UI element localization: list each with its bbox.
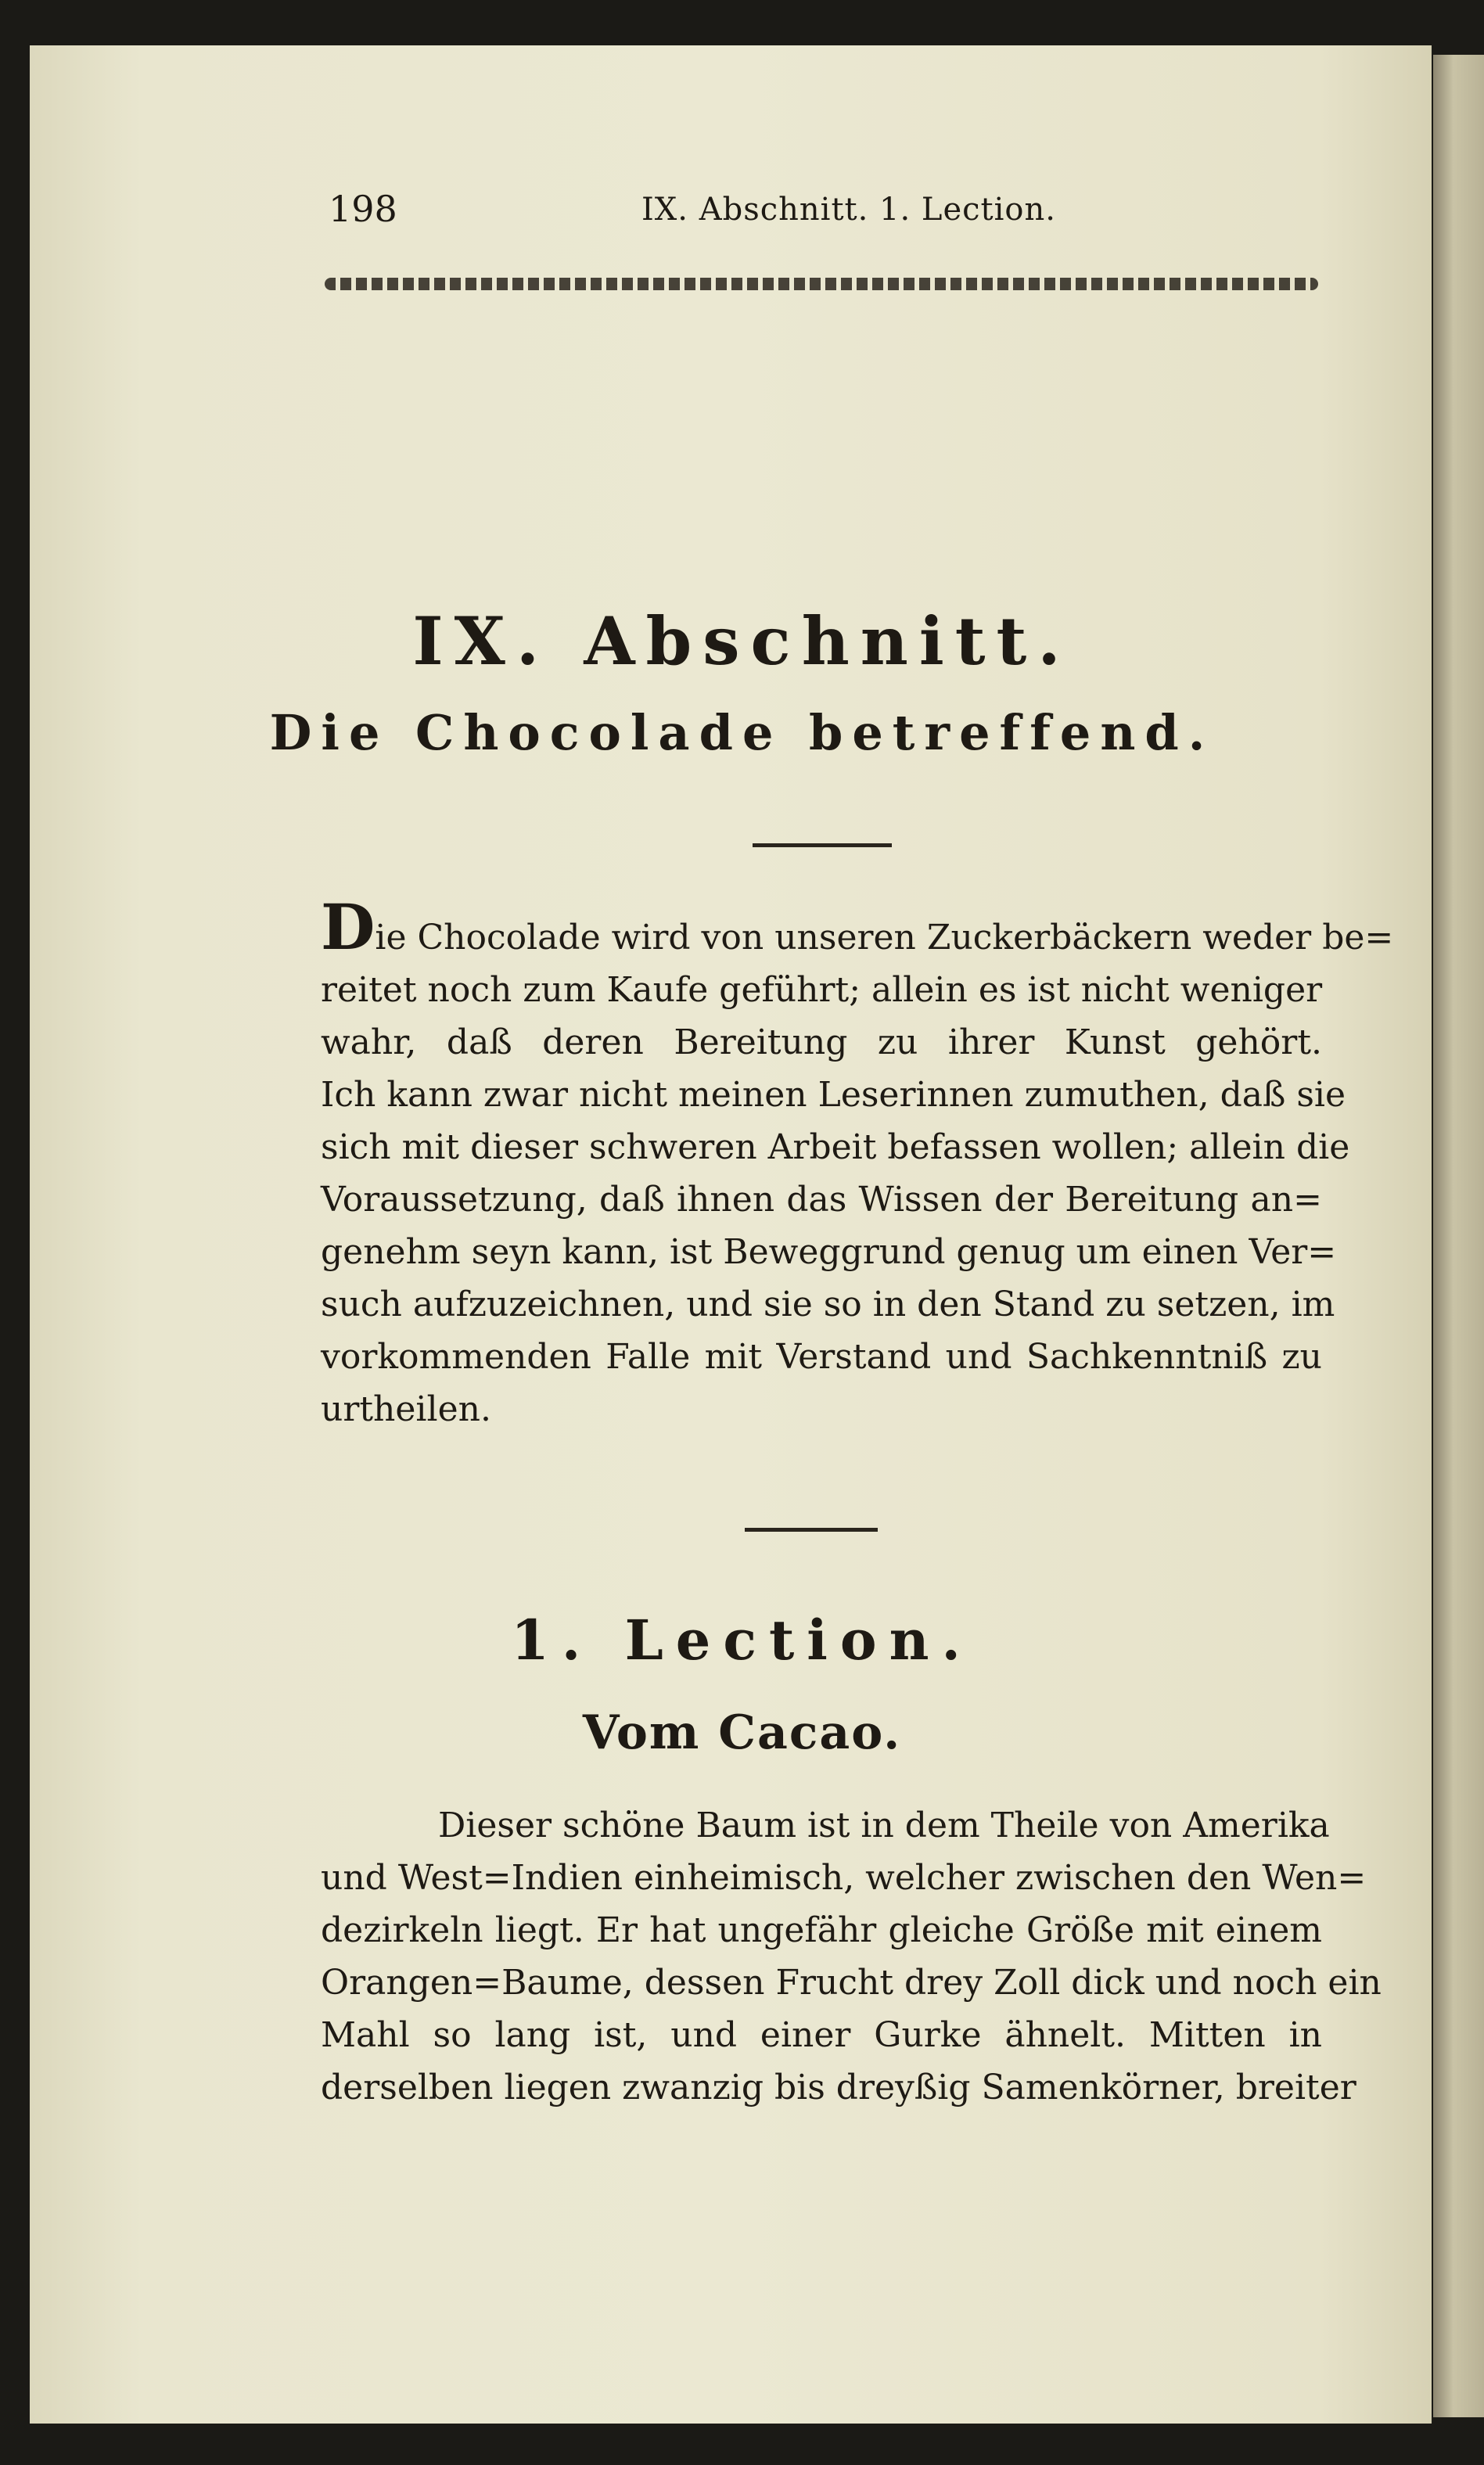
text-line: such aufzuzeichnen, und sie so in den Stand zu setzen, im xyxy=(321,1285,1335,1324)
section-subtitle: Vom Cacao. xyxy=(582,1705,902,1760)
text-line: urtheilen. xyxy=(321,1389,491,1429)
text-line xyxy=(321,890,1394,964)
text-line: derselben liegen zwanzig bis dreyßig Samenkörner, breiter xyxy=(321,2068,1356,2107)
running-title: IX. Abschnitt. 1. Lection. xyxy=(641,192,1056,228)
chapter-subtitle: Die Chocolade betreffend. xyxy=(269,704,1215,761)
section-title: 1. Lection. xyxy=(511,1608,973,1673)
text-line: sich mit dieser schweren Arbeit befassen wollen; allein die xyxy=(321,1127,1350,1167)
drop-cap: D xyxy=(321,890,375,964)
chapter-title: IX. Abschnitt. xyxy=(412,602,1072,680)
adjacent-page-edge xyxy=(1433,55,1484,2417)
text-line: vorkommenden Falle mit Verstand und Sachkenntniß zu xyxy=(321,1337,1322,1377)
text-line: Orangen=Baume, dessen Frucht drey Zoll dick und noch ein xyxy=(321,1963,1382,2003)
section-paragraph xyxy=(321,1799,1382,2114)
text-line: wahr, daß deren Bereitung zu ihrer Kunst gehört. xyxy=(321,1022,1322,1062)
text-line: genehm seyn kann, ist Beweggrund genug um einen Ver= xyxy=(321,1232,1337,1272)
intro-paragraph xyxy=(321,890,1394,1436)
divider-rule xyxy=(753,843,892,847)
header-ornamental-rule xyxy=(325,278,1318,290)
page-number: 198 xyxy=(329,188,397,230)
text-line: und West=Indien einheimisch, welcher zwischen den Wen= xyxy=(321,1858,1367,1898)
line-text: ie Chocolade wird von unseren Zuckerbäckern weder be= xyxy=(375,918,1394,958)
text-line: Voraussetzung, daß ihnen das Wissen der Bereitung an= xyxy=(321,1180,1322,1220)
text-line: Dieser schöne Baum ist in dem Theile von Amerika xyxy=(438,1806,1330,1845)
divider-rule xyxy=(745,1528,878,1532)
text-line: Ich kann zwar nicht meinen Leserinnen zumuthen, daß sie xyxy=(321,1075,1346,1115)
text-line: Mahl so lang ist, und einer Gurke ähnelt. Mitten in xyxy=(321,2015,1322,2055)
text-line: dezirkeln liegt. Er hat ungefähr gleiche Größe mit einem xyxy=(321,1910,1322,1950)
text-line: reitet noch zum Kaufe geführt; allein es ist nicht weniger xyxy=(321,970,1323,1010)
